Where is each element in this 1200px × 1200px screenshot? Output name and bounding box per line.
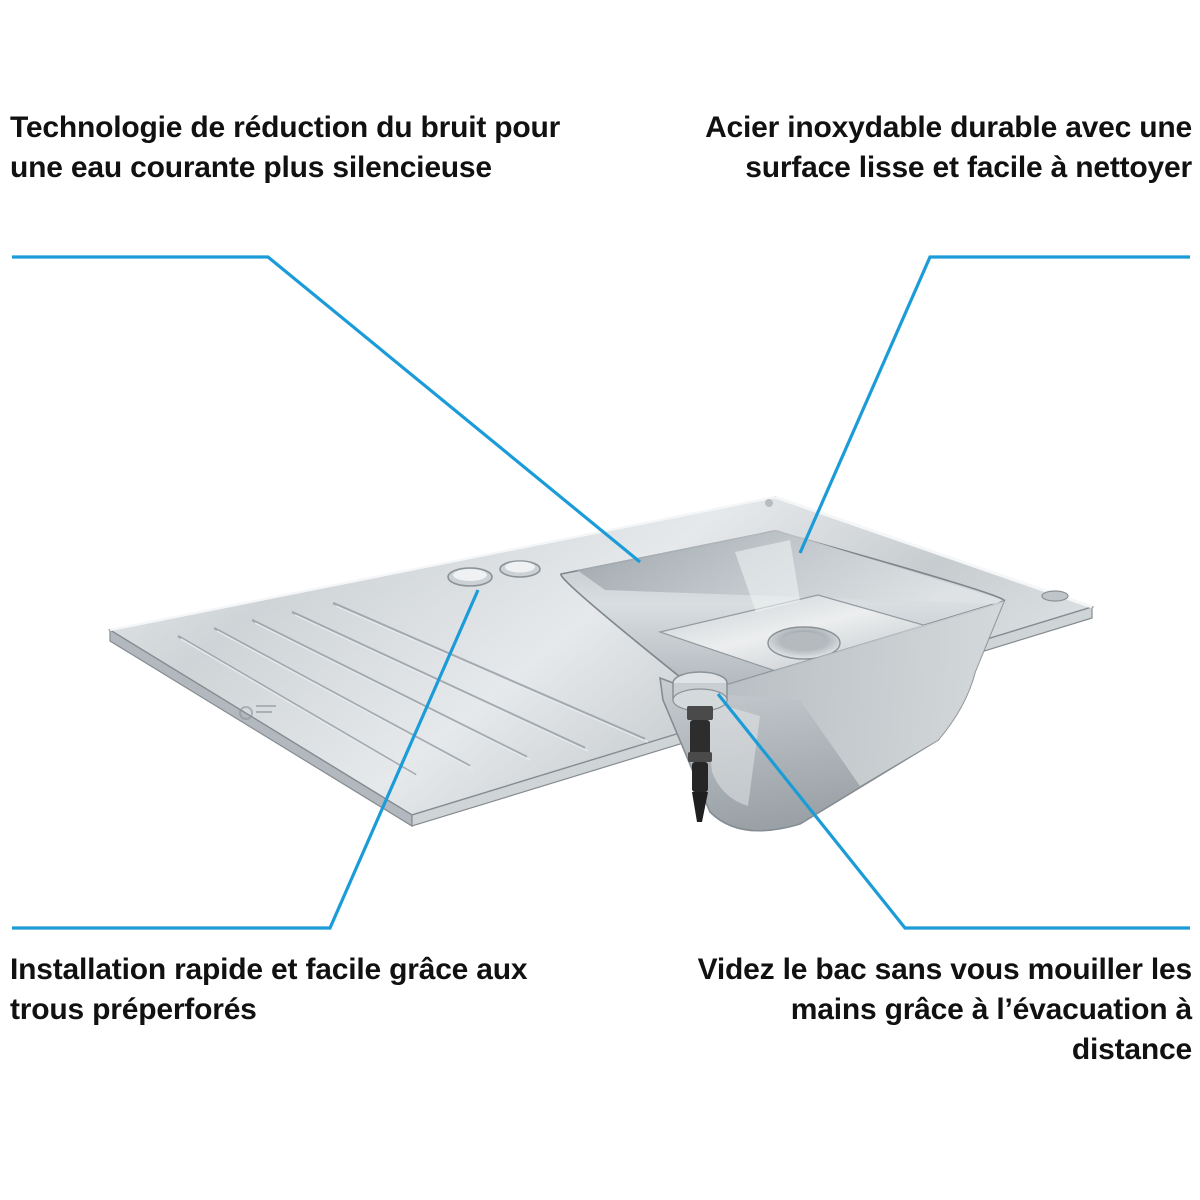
leader-noise-reduction [12, 257, 640, 562]
callout-remote-drain: Videz le bac sans vous mouiller les mains grâce à l’évacuation à distance [697, 953, 1192, 1066]
sink-body [110, 497, 1092, 831]
callout-noise-reduction: Technologie de réduction du bruit pour une eau courante plus silencieuse [10, 111, 561, 184]
overflow-marker [1042, 591, 1068, 601]
callout-easy-install: Installation rapide et facile grâce aux trous préperforés [10, 953, 528, 1026]
deck-corner-marker [765, 499, 773, 507]
leader-stainless-steel [800, 257, 1190, 553]
callout-stainless-steel: Acier inoxydable durable avec une surface lisse et facile à nettoyer [705, 111, 1192, 184]
